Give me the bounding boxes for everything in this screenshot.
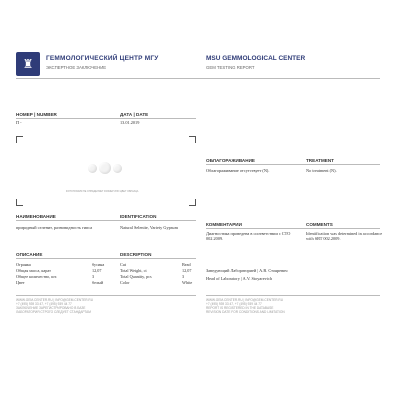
desc-row-ru-value: бусина — [92, 262, 105, 267]
desc-row-en-value: White — [182, 280, 193, 285]
footer-right-line: REPORT IS REGISTERED IN THE DATABASE — [206, 306, 274, 310]
footer-right-line: +7 (495) 939 33 47, +7 (495) 939 44 77 — [206, 302, 262, 306]
desc-row-ru-value: 3 — [92, 274, 95, 279]
number-label: НОМЕР | NUMBER — [16, 112, 57, 117]
comments-value-en: Identification was determined in accordance with SRT 002.2009. — [306, 231, 383, 241]
treatment-label-ru: ОБЛАГОРАЖИВАНИЕ — [206, 158, 255, 163]
treatment-label-en: TREATMENT — [306, 158, 334, 163]
naming-divider — [16, 220, 196, 221]
report-type-en: GEM TESTING REPORT — [206, 65, 255, 70]
desc-row-ru-label: Огранка — [16, 262, 31, 267]
naming-value-ru: природный селенит, разновидность гипса — [16, 225, 93, 230]
header-divider — [16, 78, 380, 79]
photo-corner — [16, 136, 23, 143]
treatment-divider — [206, 164, 380, 165]
description-label-en: DESCRIPTION — [120, 252, 152, 257]
footer-right-line: REVISION DATE FOR CONDITIONS AND LIMITATION — [206, 310, 285, 314]
desc-row-ru-value: 12,07 — [92, 268, 102, 273]
desc-row-en-label: Total Weight, ct — [120, 268, 147, 273]
desc-row-en-label: Cut — [120, 262, 127, 267]
footer-left-line: WWW.GEM-CENTER.RU | INFO@GEM-CENTER.RU — [16, 298, 94, 302]
footer-left-line: +7 (495) 939 33 47, +7 (495) 939 44 77 — [16, 302, 72, 306]
specimen-photo — [16, 136, 196, 206]
desc-row-en-label: Total Quantity, pcs — [120, 274, 152, 279]
naming-value-en: Natural Selenite, Variety Gypsum — [120, 225, 178, 230]
description-divider — [16, 258, 196, 259]
bead-image — [99, 162, 111, 174]
photo-corner — [16, 199, 23, 206]
treatment-value-ru: Облагораживание отсутствует (N). — [206, 168, 270, 173]
desc-row-ru-label: Общее количество, шт. — [16, 274, 58, 279]
naming-label-en: IDENTIFICATION — [120, 214, 157, 219]
msu-logo-icon — [16, 52, 40, 76]
date-label: ДАТА | DATE — [120, 112, 149, 117]
bead-image — [88, 164, 97, 173]
photo-corner — [189, 136, 196, 143]
naming-label-ru: НАИМЕНОВАНИЕ — [16, 214, 56, 219]
desc-row-en-value: 3 — [182, 274, 185, 279]
number-value: П - — [16, 120, 22, 125]
bead-image — [113, 164, 122, 173]
comments-value-ru: Диагностика проведена в соответствии с СТО 002.2009. — [206, 231, 291, 241]
desc-row-en-label: Color — [120, 280, 130, 285]
number-divider — [16, 118, 196, 119]
photo-caption: ФОТОГРАФИЯ НЕ ОПРЕДЕЛЯЕТ РАЗМЕР ИЛИ ЦВЕТ ОБРАЗЦА — [66, 190, 139, 193]
footer-left-line: ЗАКЛЮЧЕНИЕ ЗАРЕГИСТРИРОВАНО В БАЗЕ — [16, 306, 86, 310]
desc-row-en-value: 12,07 — [182, 268, 192, 273]
org-title-ru: ГЕММОЛОГИЧЕСКИЙ ЦЕНТР МГУ — [46, 55, 159, 62]
desc-row-ru-value: белый — [92, 280, 104, 285]
org-title-en: MSU GEMMOLOGICAL CENTER — [206, 55, 306, 62]
report-type-ru: ЭКСПЕРТНОЕ ЗАКЛЮЧЕНИЕ — [46, 65, 107, 70]
logo-glyph: ♜ — [22, 57, 34, 71]
certificate — [10, 40, 388, 356]
footer-divider-left — [16, 295, 196, 296]
desc-row-en-value: Bead — [182, 262, 191, 267]
desc-row-ru-label: Общая масса, карат — [16, 268, 51, 273]
footer-left-line: ЛАБОРАТОРИЯ СТРОГО СЛЕДУЕТ СТАНДАРТАМ — [16, 310, 91, 314]
comments-label-ru: КОММЕНТАРИИ — [206, 222, 242, 227]
desc-row-ru-label: Цвет — [16, 280, 25, 285]
comments-divider — [206, 228, 380, 229]
footer-right-line: WWW.GEM-CENTER.RU | INFO@GEM-CENTER.RU — [206, 298, 284, 302]
footer-divider-right — [206, 295, 380, 296]
date-value: 13.01.2019 — [120, 120, 140, 125]
signature-en: Head of Laboratory | A.V. Stoyarevich — [206, 276, 273, 281]
photo-corner — [189, 199, 196, 206]
treatment-value-en: No treatment (N). — [306, 168, 337, 173]
signature-ru: Заведующий Лабораторией | А.В. Стояревич — [206, 268, 288, 273]
comments-label-en: COMMENTS — [306, 222, 333, 227]
description-label-ru: ОПИСАНИЕ — [16, 252, 43, 257]
